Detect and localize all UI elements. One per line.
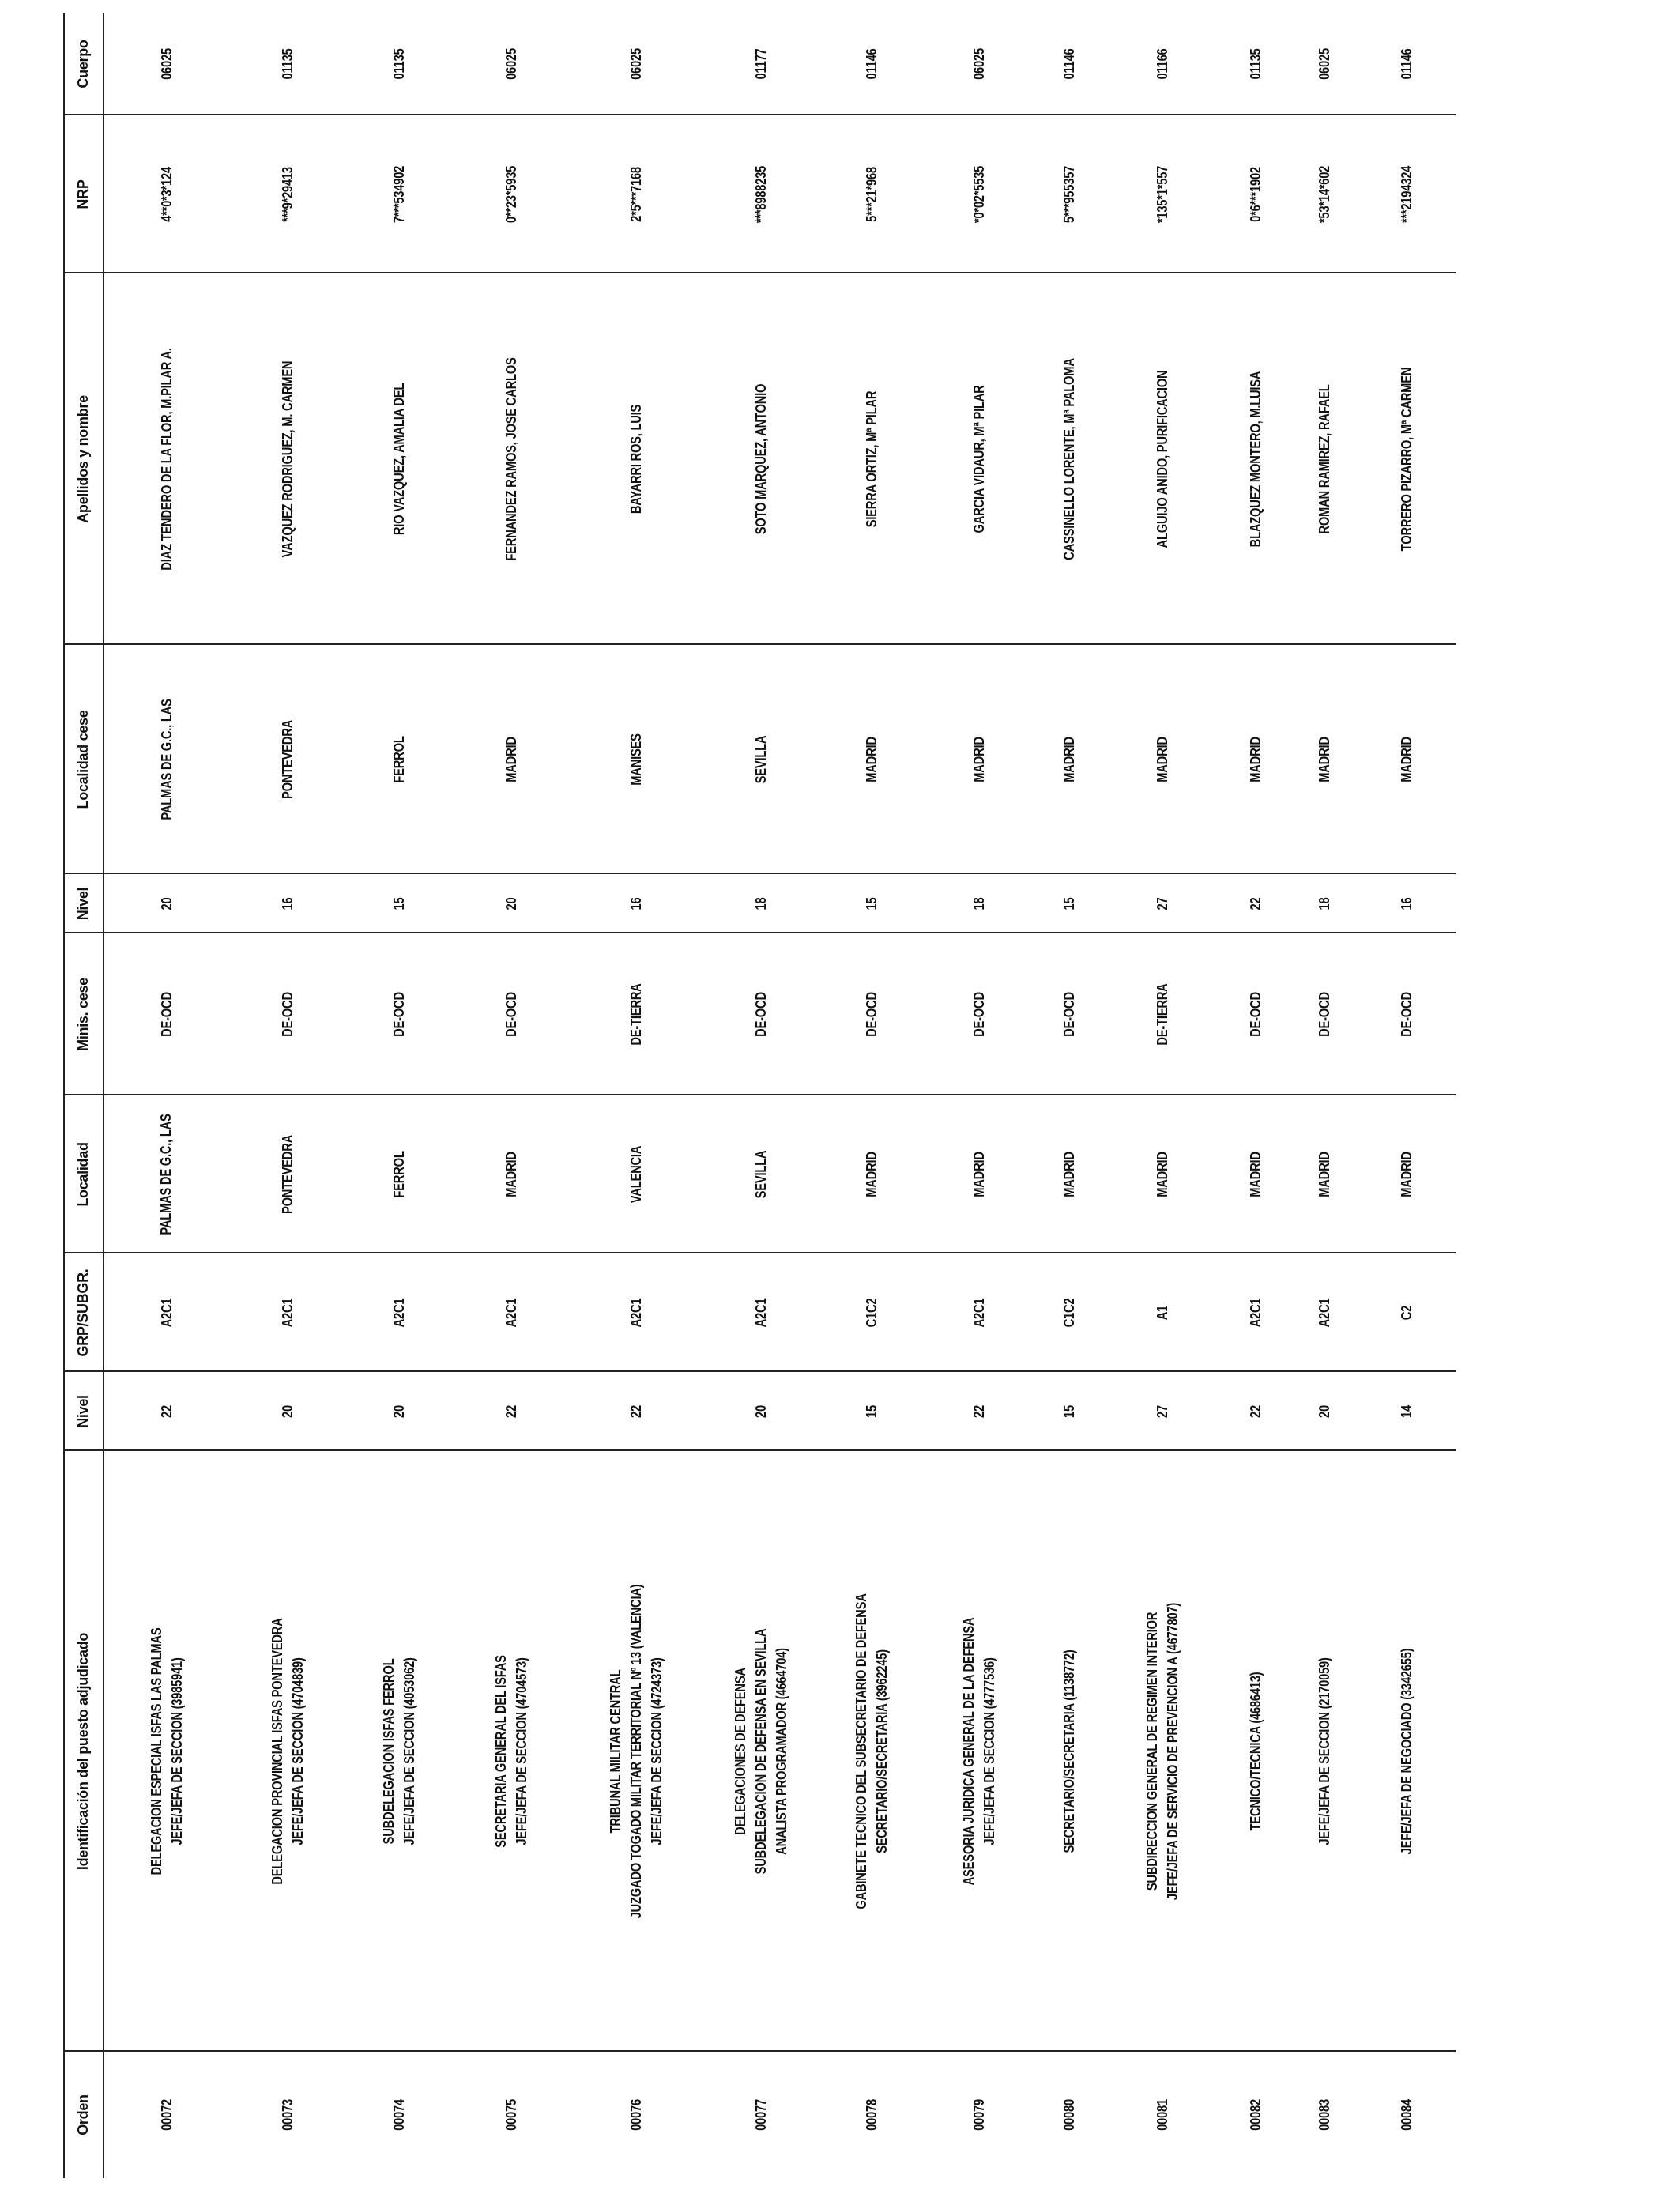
ministerio-cese-cell: DE-OCD	[503, 992, 519, 1037]
column-rule	[63, 932, 1456, 933]
unidad-label: DELEGACION ESPECIAL ISFAS LAS PALMAS	[148, 1627, 164, 1875]
column-rule	[63, 272, 1456, 273]
nivel-cese-cell: 16	[1398, 897, 1414, 910]
column-rule	[63, 1094, 1456, 1095]
grupo-cell: C2	[1398, 1305, 1414, 1321]
cuerpo-cell: 01177	[752, 48, 769, 80]
orden-cell: 00083	[1316, 2099, 1332, 2131]
cuerpo-cell: 01135	[279, 48, 296, 80]
identificacion-cell	[231, 1505, 345, 1997]
column-rule	[63, 873, 1456, 874]
unidad-label: JUZGADO TOGADO MILITAR TERRITORIAL Nº 13 (VALENCIA)	[627, 1584, 644, 1919]
nivel-cese-cell: 22	[1247, 897, 1264, 910]
cuerpo-cell: 01146	[1060, 48, 1077, 80]
localidad-cese-cell: MANISES	[627, 733, 644, 786]
puesto-label: JEFE/JEFA DE SECCION (4724373)	[649, 1657, 665, 1845]
column-rule	[63, 643, 1456, 645]
unidad-label: SUBDIRECCION GENERAL DE REGIMEN INTERIOR	[1143, 1612, 1160, 1891]
localidad-cese-cell: MADRID	[503, 737, 519, 782]
nivel-cese-cell: 15	[1060, 897, 1077, 910]
row-rule	[103, 13, 104, 2178]
apellidos-nombre-cell: GARCIA VIDAUR, Mª PILAR	[970, 385, 987, 533]
localidad-cell: MADRID	[1398, 1152, 1414, 1197]
nivel-cell: 22	[503, 1405, 519, 1418]
puesto-label: ANALISTA PROGRAMADOR (4664704)	[774, 1648, 790, 1855]
nivel-cell: 22	[627, 1405, 644, 1418]
identificacion-cell	[703, 1505, 819, 1997]
nivel-cell: 22	[158, 1405, 175, 1418]
header-localidad-cese: Localidad cese	[74, 710, 91, 809]
header-grupo-subgrupo: GRP/SUBGR.	[74, 1269, 91, 1357]
ministerio-cese-cell: DE-OCD	[158, 992, 175, 1037]
nivel-cell: 20	[752, 1405, 769, 1418]
localidad-cell: MADRID	[503, 1152, 519, 1197]
grupo-cell: A2C1	[1316, 1298, 1332, 1328]
apellidos-nombre-cell: FERNANDEZ RAMOS, JOSE CARLOS	[503, 357, 519, 561]
table-row	[819, 13, 925, 2178]
table-row	[925, 13, 1034, 2178]
puesto-label: JEFE/JEFA DE SECCION (3985941)	[169, 1657, 185, 1845]
nrp-cell: 0**23*5935	[503, 165, 519, 224]
nivel-cese-cell: 20	[158, 897, 175, 910]
identificacion-cell	[345, 1505, 454, 1997]
puesto-label: SECRETARIO/SECRETARIA (3962245)	[874, 1649, 890, 1853]
unidad-label: SUBDELEGACION ISFAS FERROL	[380, 1658, 397, 1845]
puesto-label: JEFE/JEFA DE NEGOCIADO (3342655)	[1398, 1648, 1414, 1855]
grupo-cell: A2C1	[158, 1298, 175, 1328]
grupo-cell: C1C2	[1060, 1298, 1077, 1328]
puesto-label: TECNICO/TECNICA (4686413)	[1247, 1672, 1264, 1831]
identificacion-cell	[1291, 1505, 1358, 1997]
nrp-cell: ***2194324	[1398, 165, 1414, 224]
orden-cell: 00078	[863, 2099, 880, 2131]
nivel-cese-cell: 18	[1316, 897, 1332, 910]
nrp-cell: *0*02*5535	[970, 165, 987, 224]
grupo-cell: A2C1	[970, 1298, 987, 1328]
puesto-label: JEFE/JEFA DE SECCION (4053062)	[401, 1657, 417, 1845]
apellidos-nombre-cell: VAZQUEZ RODRIGUEZ, M. CARMEN	[279, 360, 296, 558]
cuerpo-cell: 06025	[158, 48, 175, 80]
nrp-cell: 2*5***7168	[627, 167, 644, 222]
grupo-cell: A2C1	[752, 1298, 769, 1328]
ministerio-cese-cell: DE-OCD	[1316, 992, 1332, 1037]
nrp-cell: 7***534902	[390, 165, 407, 224]
identificacion-cell	[1220, 1505, 1291, 1997]
nrp-cell: ***9*29413	[279, 167, 296, 222]
nivel-cell: 20	[390, 1405, 407, 1418]
apellidos-nombre-cell: ROMAN RAMIREZ, RAFAEL	[1316, 384, 1332, 534]
grupo-cell: A2C1	[279, 1298, 296, 1328]
grupo-cell: C1C2	[863, 1298, 880, 1328]
cuerpo-cell: 01146	[863, 48, 880, 80]
nivel-cese-cell: 18	[970, 897, 987, 910]
cuerpo-cell: 06025	[627, 48, 644, 80]
unidad-label: DELEGACION PROVINCIAL ISFAS PONTEVEDRA	[269, 1618, 285, 1885]
identificacion-cell	[569, 1505, 703, 1997]
grupo-cell: A2C1	[390, 1298, 407, 1328]
nivel-cese-cell: 16	[627, 897, 644, 910]
ministerio-cese-cell: DE-OCD	[970, 992, 987, 1037]
nivel-cese-cell: 15	[863, 897, 880, 910]
column-rule	[63, 1449, 1456, 1451]
identificacion-cell	[454, 1505, 569, 1997]
nivel-cell: 20	[1316, 1405, 1332, 1418]
table-row	[454, 13, 569, 2178]
localidad-cese-cell: PONTEVEDRA	[279, 719, 296, 800]
nrp-cell: 5***21*968	[863, 167, 880, 222]
ministerio-cese-cell: DE-OCD	[279, 992, 296, 1037]
column-rule	[63, 2050, 1456, 2052]
column-rule	[63, 114, 1456, 115]
nrp-cell: 0*6***1902	[1247, 167, 1264, 222]
identificacion-cell	[1105, 1505, 1220, 1997]
orden-cell: 00073	[279, 2099, 296, 2131]
cuerpo-cell: 01146	[1398, 48, 1414, 80]
cuerpo-cell: 06025	[503, 48, 519, 80]
cuerpo-cell: 06025	[970, 48, 987, 80]
puesto-label: JEFE/JEFA DE SERVICIO DE PREVENCION A (4677807)	[1165, 1602, 1181, 1901]
nrp-cell: *135*1*557	[1154, 165, 1170, 224]
table-row	[1034, 13, 1105, 2178]
grupo-cell: A2C1	[1247, 1298, 1264, 1328]
cuerpo-cell: 06025	[1316, 48, 1332, 80]
orden-cell: 00077	[752, 2099, 769, 2131]
table-row	[703, 13, 819, 2178]
ministerio-cese-cell: DE-OCD	[752, 992, 769, 1037]
table-row	[345, 13, 454, 2178]
apellidos-nombre-cell: RIO VAZQUEZ, AMALIA DEL	[390, 383, 407, 536]
nrp-cell: 4**0*3*124	[158, 167, 175, 222]
table-row	[1105, 13, 1220, 2178]
column-rule	[63, 1370, 1456, 1372]
ministerio-cese-cell: DE-TIERRA	[627, 983, 644, 1046]
nivel-cell: 20	[279, 1405, 296, 1418]
unidad-label: GABINETE TECNICO DEL SUBSECRETARIO DE DEFENSA	[853, 1593, 869, 1909]
apellidos-nombre-cell: TORRERO PIZARRO, Mª CARMEN	[1398, 367, 1414, 552]
localidad-cell: PONTEVEDRA	[279, 1134, 296, 1215]
table-row	[569, 13, 703, 2178]
orden-cell: 00082	[1247, 2099, 1264, 2131]
ministerio-cese-cell: DE-TIERRA	[1154, 983, 1170, 1046]
identificacion-cell	[819, 1505, 925, 1997]
grupo-cell: A2C1	[503, 1298, 519, 1328]
header-identificacion: Identificación del puesto adjudicado	[74, 1632, 91, 1871]
puesto-label: JEFE/JEFA DE SECCION (2170059)	[1316, 1657, 1332, 1845]
table-row	[1220, 13, 1291, 2178]
cuerpo-cell: 01166	[1154, 48, 1170, 80]
unidad-label: ASESORIA JURIDICA GENERAL DE LA DEFENSA	[960, 1617, 977, 1886]
apellidos-nombre-cell: SOTO MARQUEZ, ANTONIO	[752, 383, 769, 535]
localidad-cell: MADRID	[1247, 1152, 1264, 1197]
identificacion-cell	[925, 1505, 1034, 1997]
assignment-table	[63, 13, 1456, 2178]
localidad-cese-cell: MADRID	[863, 737, 880, 782]
localidad-cese-cell: FERROL	[390, 736, 407, 783]
orden-cell: 00074	[390, 2099, 407, 2131]
localidad-cese-cell: SEVILLA	[752, 735, 769, 784]
localidad-cese-cell: MADRID	[1060, 737, 1077, 782]
header-localidad: Localidad	[74, 1142, 91, 1207]
nrp-cell: *53*14*602	[1316, 165, 1332, 224]
header-nivel-cese: Nivel	[74, 887, 91, 921]
nrp-cell: 5***955357	[1060, 165, 1077, 224]
ministerio-cese-cell: DE-OCD	[1060, 992, 1077, 1037]
apellidos-nombre-cell: CASSINELLO LORENTE, Mª PALOMA	[1060, 358, 1077, 560]
column-rule	[63, 1252, 1456, 1253]
apellidos-nombre-cell: SIERRA ORTIZ, Mª PILAR	[863, 390, 880, 528]
nivel-cese-cell: 16	[279, 897, 296, 910]
nivel-cese-cell: 27	[1154, 897, 1170, 910]
apellidos-nombre-cell: BLAZQUEZ MONTERO, M.LUISA	[1247, 371, 1264, 548]
orden-cell: 00076	[627, 2099, 644, 2131]
header-nivel: Nivel	[74, 1395, 91, 1428]
table-row	[1358, 13, 1456, 2178]
localidad-cese-cell: PALMAS DE G.C., LAS	[158, 699, 175, 820]
table-row	[1291, 13, 1358, 2178]
orden-cell: 00075	[503, 2099, 519, 2131]
unidad-label: SECRETARIA GENERAL DEL ISFAS	[492, 1655, 509, 1848]
orden-cell: 00079	[970, 2099, 987, 2131]
localidad-cell: MADRID	[970, 1152, 987, 1197]
localidad-cese-cell: MADRID	[1398, 737, 1414, 782]
ministerio-cese-cell: DE-OCD	[390, 992, 407, 1037]
localidad-cese-cell: MADRID	[1316, 737, 1332, 782]
header-nrp: NRP	[74, 179, 91, 209]
table-header-row	[63, 13, 103, 2178]
ministerio-cese-cell: DE-OCD	[1398, 992, 1414, 1037]
apellidos-nombre-cell: ALGUIJO ANIDO, PURIFICACION	[1154, 370, 1170, 548]
nrp-cell: ***8988235	[752, 165, 769, 224]
apellidos-nombre-cell: BAYARRI ROS, LUIS	[627, 404, 644, 515]
puesto-label: JEFE/JEFA DE SECCION (4777536)	[981, 1657, 997, 1845]
row-rule	[63, 13, 65, 2178]
nivel-cell: 14	[1398, 1405, 1414, 1418]
identificacion-cell	[1358, 1505, 1456, 1997]
localidad-cell: SEVILLA	[752, 1150, 769, 1199]
puesto-label: JEFE/JEFA DE SECCION (4704573)	[514, 1657, 529, 1845]
grupo-cell: A2C1	[627, 1298, 644, 1328]
identificacion-cell	[103, 1505, 231, 1997]
nivel-cese-cell: 20	[503, 897, 519, 910]
orden-cell: 00072	[158, 2099, 175, 2131]
orden-cell: 00084	[1398, 2099, 1414, 2131]
nivel-cell: 15	[863, 1405, 880, 1418]
localidad-cell: MADRID	[1154, 1152, 1170, 1197]
unidad-label: TRIBUNAL MILITAR CENTRAL	[607, 1669, 623, 1834]
nivel-cese-cell: 18	[752, 897, 769, 910]
table-row	[103, 13, 231, 2178]
orden-cell: 00081	[1154, 2099, 1170, 2131]
grupo-cell: A1	[1154, 1305, 1170, 1321]
nivel-cell: 22	[1247, 1405, 1264, 1418]
table-row	[231, 13, 345, 2178]
ministerio-cese-cell: DE-OCD	[1247, 992, 1264, 1037]
localidad-cell: MADRID	[1316, 1152, 1332, 1197]
localidad-cell: FERROL	[390, 1151, 407, 1198]
header-ministerio-cese: Minis. cese	[74, 978, 91, 1051]
ministerio-cese-cell: DE-OCD	[863, 992, 880, 1037]
nivel-cell: 27	[1154, 1405, 1170, 1418]
nivel-cell: 22	[970, 1405, 987, 1418]
orden-cell: 00080	[1060, 2099, 1077, 2131]
nivel-cese-cell: 15	[390, 897, 407, 910]
localidad-cese-cell: MADRID	[1247, 737, 1264, 782]
identificacion-cell	[1034, 1505, 1105, 1997]
localidad-cell: MADRID	[863, 1152, 880, 1197]
localidad-cell: VALENCIA	[627, 1145, 644, 1204]
puesto-label: SECRETARIO/SECRETARIA (1138772)	[1060, 1649, 1077, 1853]
localidad-cell: MADRID	[1060, 1152, 1077, 1197]
cuerpo-cell: 01135	[1247, 48, 1264, 80]
cuerpo-cell: 01135	[390, 48, 407, 80]
localidad-cell: PALMAS DE G.C., LAS	[158, 1114, 175, 1235]
header-apellidos-nombre: Apellidos y nombre	[74, 395, 91, 523]
header-orden: Orden	[74, 2094, 91, 2136]
unidad-label: SUBDELEGACION DE DEFENSA EN SEVILLA	[752, 1628, 769, 1875]
unidad-label: DELEGACIONES DE DEFENSA	[732, 1668, 748, 1835]
localidad-cese-cell: MADRID	[970, 737, 987, 782]
header-cuerpo: Cuerpo	[74, 40, 91, 89]
puesto-label: JEFE/JEFA DE SECCION (4704839)	[290, 1657, 306, 1845]
apellidos-nombre-cell: DIAZ TENDERO DE LA FLOR, M.PILAR A.	[158, 348, 175, 571]
localidad-cese-cell: MADRID	[1154, 737, 1170, 782]
nivel-cell: 15	[1060, 1405, 1077, 1418]
